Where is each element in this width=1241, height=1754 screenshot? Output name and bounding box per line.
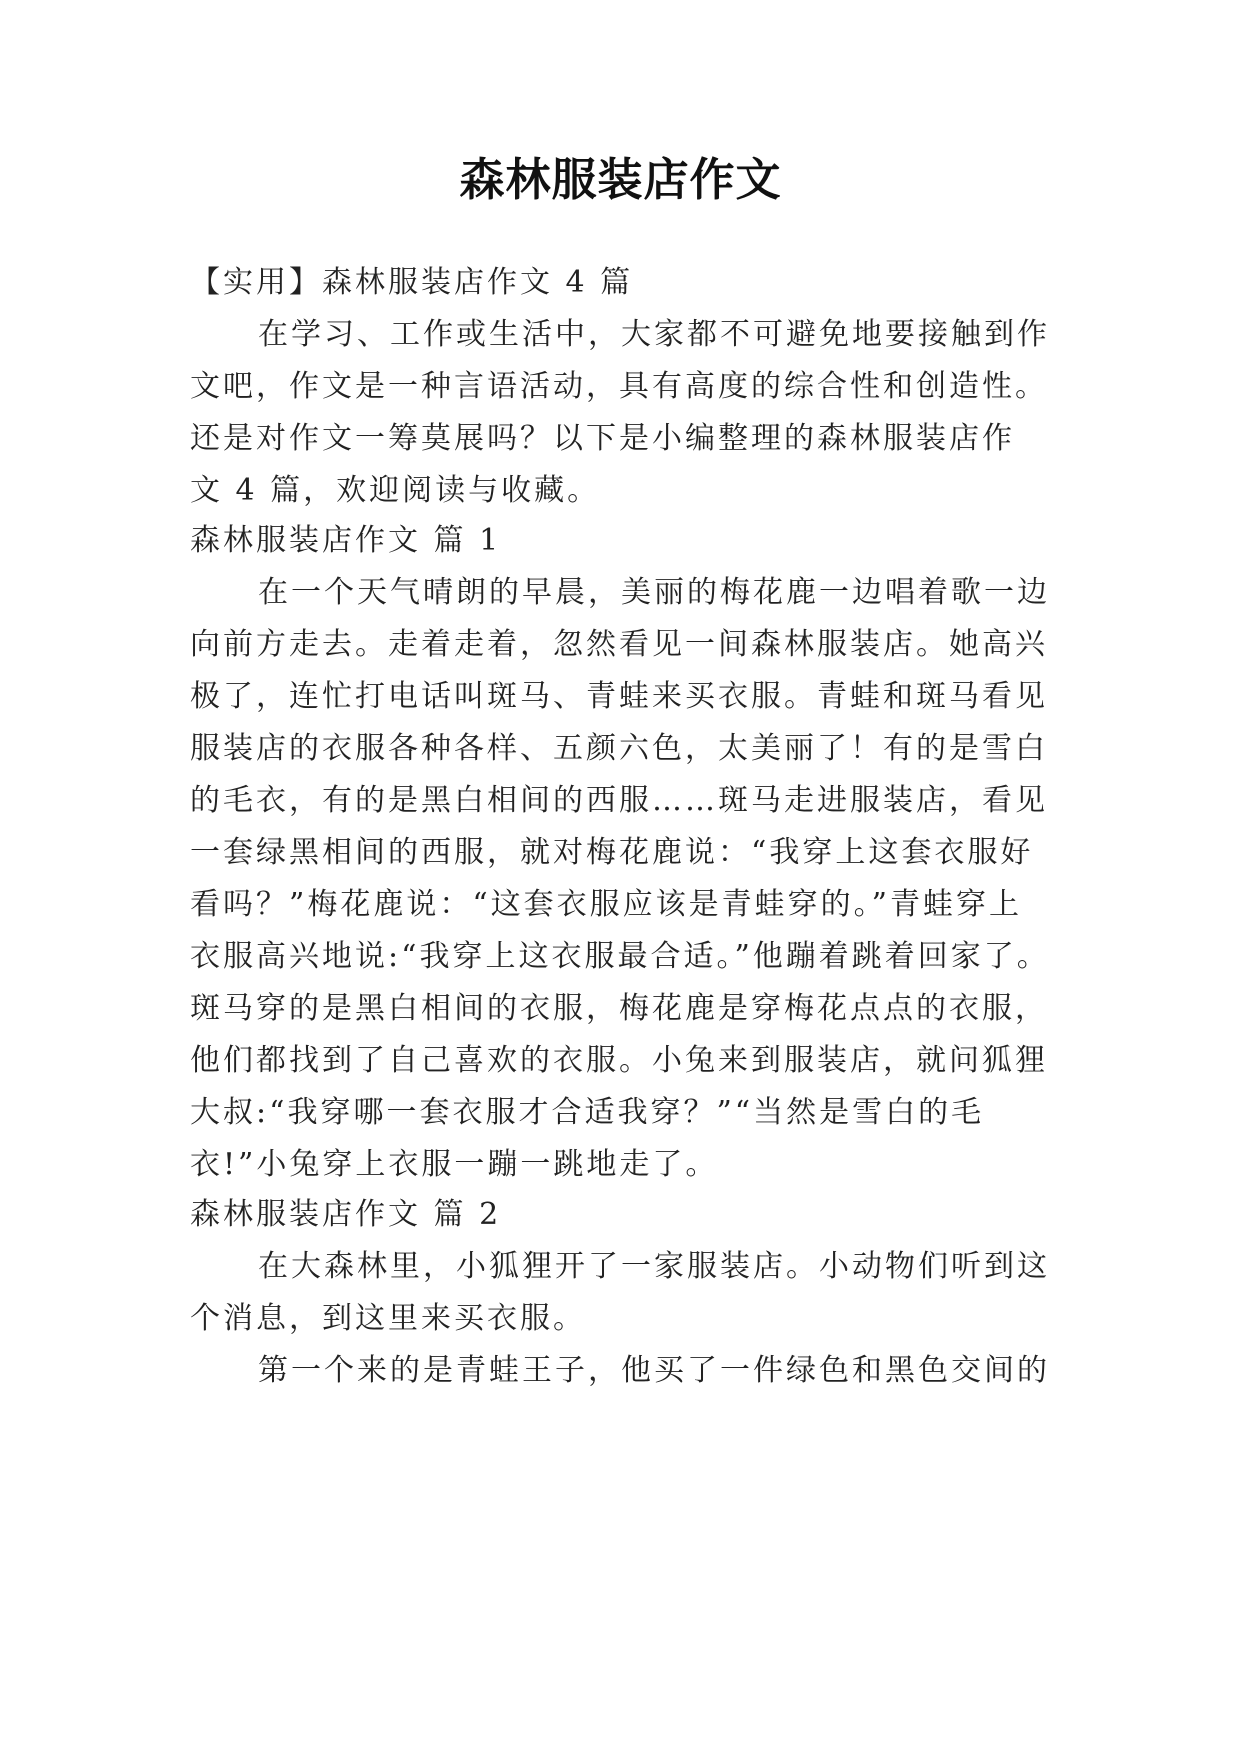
section-heading-1: 森林服装店作文 篇 1 [190,523,502,558]
essay-1-line: 向前方走去。走着走着，忽然看见一间森林服装店。她高兴 [190,627,1048,662]
essay-2-line: 在大森林里，小狐狸开了一家服装店。小动物们听到这 [258,1249,1050,1284]
essay-1-line: 大叔:“我穿哪一套衣服才合适我穿？”“当然是雪白的毛 [190,1095,985,1130]
section-heading-2: 森林服装店作文 篇 2 [190,1197,502,1232]
intro-line: 在学习、工作或生活中，大家都不可避免地要接触到作 [258,317,1050,352]
intro-line: 文吧，作文是一种言语活动，具有高度的综合性和创造性。 [190,369,1048,404]
intro-line: 文 4 篇，欢迎阅读与收藏。 [190,473,601,508]
essay-2-line: 个消息，到这里来买衣服。 [190,1301,586,1336]
essay-1-line: 衣服高兴地说:“我穿上这衣服最合适。”他蹦着跳着回家了。 [190,939,1050,974]
essay-1-line: 极了，连忙打电话叫斑马、青蛙来买衣服。青蛙和斑马看见 [190,679,1048,714]
subtitle-line: 【实用】森林服装店作文 4 篇 [190,265,634,300]
essay-1-line: 在一个天气晴朗的早晨，美丽的梅花鹿一边唱着歌一边 [258,575,1050,610]
essay-2-line: 第一个来的是青蛙王子，他买了一件绿色和黑色交间的 [258,1353,1050,1388]
essay-1-line: 他们都找到了自己喜欢的衣服。小兔来到服装店，就问狐狸 [190,1043,1048,1078]
essay-1-line: 斑马穿的是黑白相间的衣服，梅花鹿是穿梅花点点的衣服， [190,991,1048,1026]
intro-line: 还是对作文一筹莫展吗？以下是小编整理的森林服装店作 [190,421,1015,456]
document-title: 森林服装店作文 [459,153,782,206]
essay-1-line: 的毛衣，有的是黑白相间的西服……斑马走进服装店，看见 [190,783,1048,818]
essay-1-line: 一套绿黑相间的西服，就对梅花鹿说：“我穿上这套衣服好 [190,835,1034,870]
essay-1-line: 衣!”小兔穿上衣服一蹦一跳地走了。 [190,1147,719,1182]
essay-1-line: 看吗？”梅花鹿说：“这套衣服应该是青蛙穿的。”青蛙穿上 [190,887,1023,922]
essay-1-line: 服装店的衣服各种各样、五颜六色，太美丽了！有的是雪白 [190,731,1048,766]
